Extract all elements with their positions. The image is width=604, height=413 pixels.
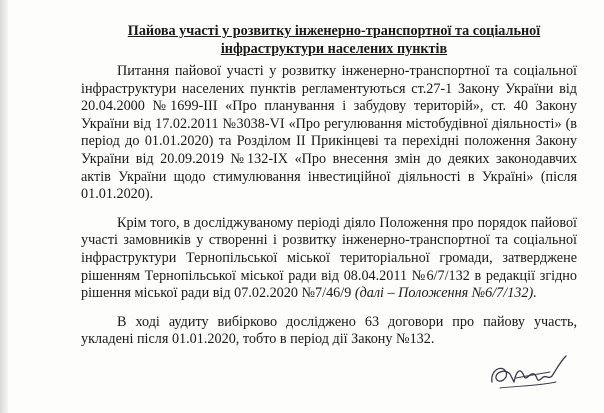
title-line-2: інфраструктури населених пунктів <box>220 41 448 57</box>
document-body <box>81 22 577 360</box>
paragraph-3 <box>81 314 577 349</box>
paragraph-1 <box>81 63 577 204</box>
paragraph-2-italic-note: (далі – Положення №6/7/132). <box>354 285 537 302</box>
scan-edge <box>0 0 8 413</box>
title-line-1: Пайова участі у розвитку інженерно-транспортної та соціальної <box>127 23 541 39</box>
paragraph-2-text: Крім того, в досліджуваному періоді діяло Положення про порядок пайової участі замовників у створенні і розвитку інженерно-транспортної та соціальної інфраструктури Тернопільської міської територіальної громади, затверджене рішенням Тернопільської міської ради від 08.04.2011 №6/7/132 в редакції згідно рішення міської ради від 07.02.2020 №7/46/9 <box>81 214 577 302</box>
paragraph-2 <box>81 215 577 303</box>
paragraph-1-text: Питання пайової участі у розвитку інженерно-транспортної та соціальної інфраструктури населених пунктів регламентуються ст.27-1 Закону України від 20.04.2000 №1699-ІІІ «Про планування і забудову територій», ст. 40 Закону України від 17.02.2011 №3038-VI «Про регулювання містобудівної діяльності» (в період до 01.01.2020) та Розділом ІІ Прикінцеві та перехідні положення Закону України від 20.09.2019 №132-ІХ «Про внесення змін до деяких законодавчих актів України щодо стимулювання інвестиційної діяльності в Україні» (після 01.01.2020). <box>81 63 577 203</box>
signature-icon <box>486 352 582 396</box>
document-title <box>81 22 577 58</box>
paragraph-3-text: В ході аудиту вибірково досліджено 63 договори про пайову участь, укладені після 01.01.2020, тобто в період дії Закону №132. <box>81 313 577 348</box>
